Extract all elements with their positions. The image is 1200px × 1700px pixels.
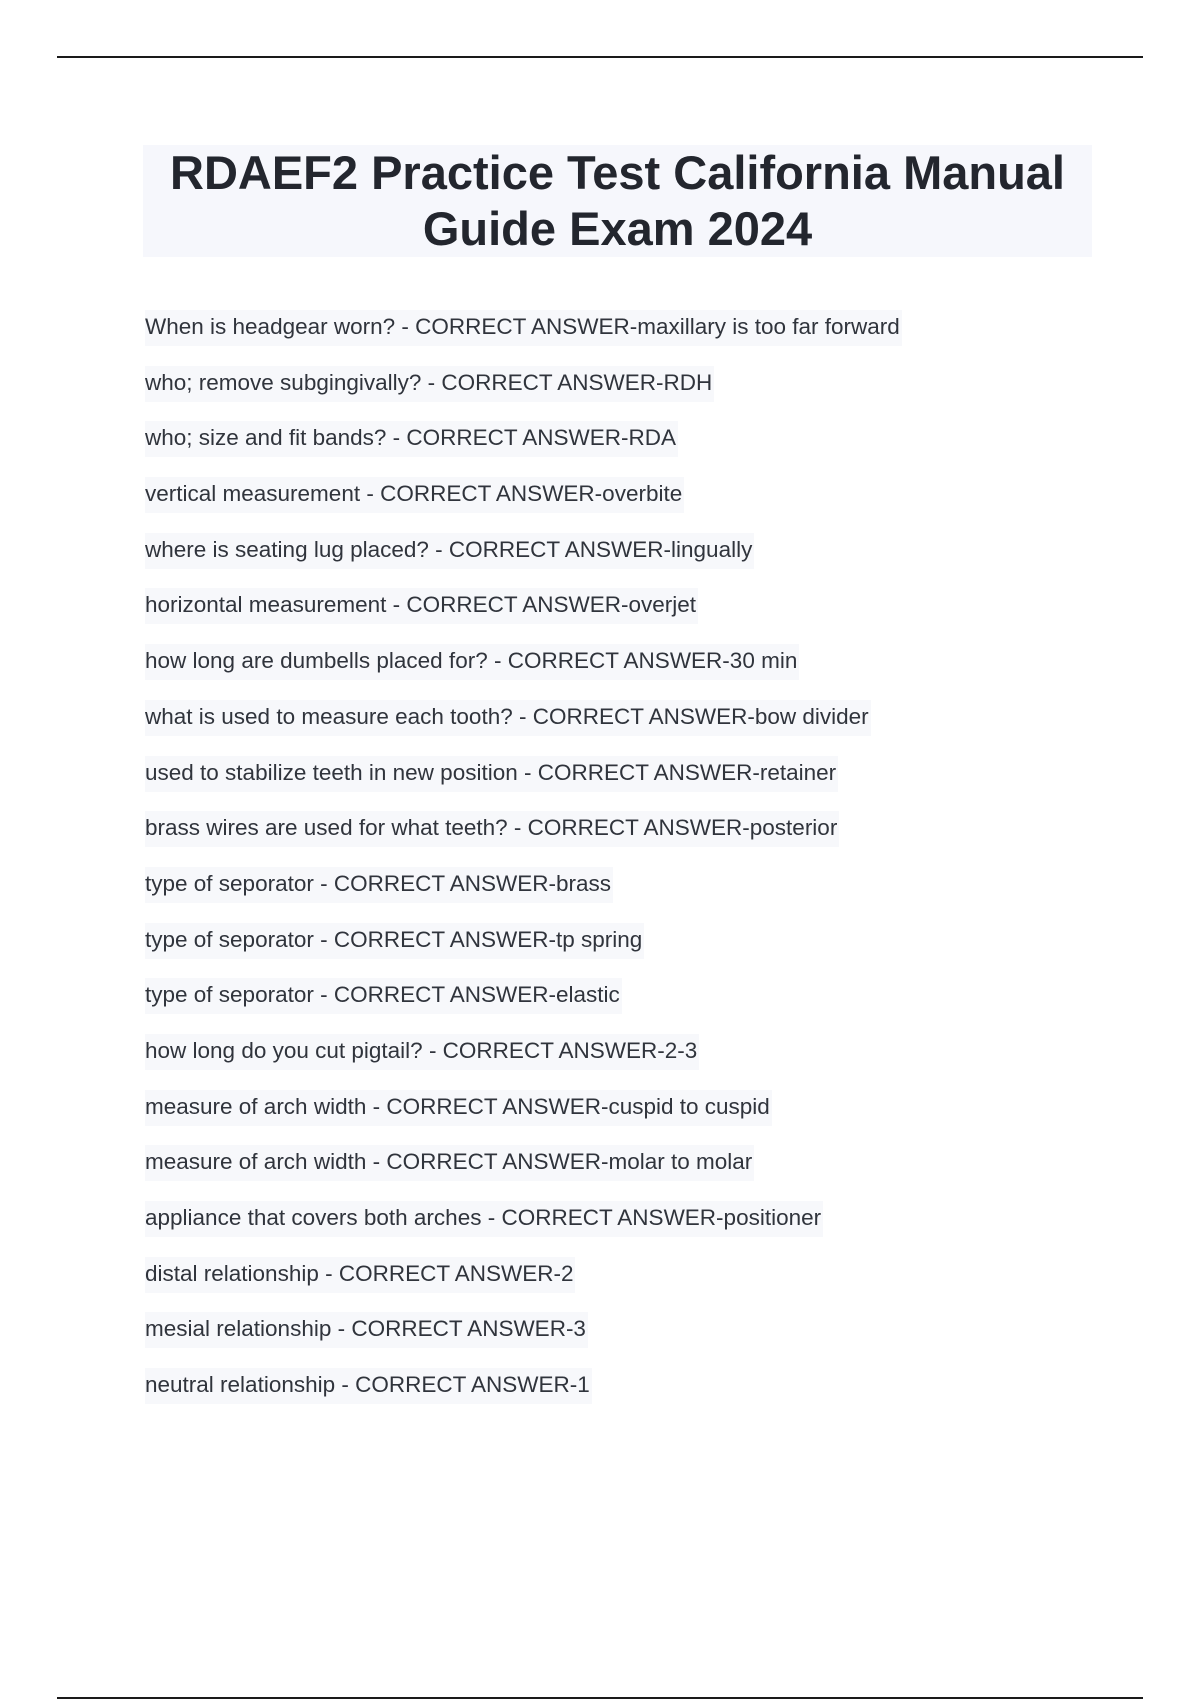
qa-text: where is seating lug placed? - CORRECT ANSWER-lingually	[145, 533, 754, 569]
list-item	[145, 477, 1105, 533]
qa-text: mesial relationship - CORRECT ANSWER-3	[145, 1312, 588, 1348]
qa-text: what is used to measure each tooth? - CORRECT ANSWER-bow divider	[145, 700, 871, 736]
list-item	[145, 1090, 1105, 1146]
qa-text: how long do you cut pigtail? - CORRECT ANSWER-2-3	[145, 1034, 699, 1070]
qa-text: who; size and fit bands? - CORRECT ANSWER-RDA	[145, 421, 678, 457]
bottom-rule	[57, 1697, 1143, 1699]
list-item	[145, 421, 1105, 477]
qa-text: type of seporator - CORRECT ANSWER-elastic	[145, 978, 622, 1014]
list-item	[145, 1257, 1105, 1313]
list-item	[145, 1201, 1105, 1257]
qa-text: neutral relationship - CORRECT ANSWER-1	[145, 1368, 592, 1404]
qa-text: brass wires are used for what teeth? - CORRECT ANSWER-posterior	[145, 811, 839, 847]
list-item	[145, 1312, 1105, 1368]
qa-text: appliance that covers both arches - CORRECT ANSWER-positioner	[145, 1201, 823, 1237]
list-item	[145, 588, 1105, 644]
list-item	[145, 867, 1105, 923]
qa-text: distal relationship - CORRECT ANSWER-2	[145, 1257, 575, 1293]
qa-text: how long are dumbells placed for? - CORRECT ANSWER-30 min	[145, 644, 799, 680]
list-item	[145, 700, 1105, 756]
list-item	[145, 1034, 1105, 1090]
qa-text: measure of arch width - CORRECT ANSWER-cuspid to cuspid	[145, 1090, 772, 1126]
list-item	[145, 1145, 1105, 1201]
list-item	[145, 533, 1105, 589]
list-item	[145, 366, 1105, 422]
list-item	[145, 1368, 1105, 1424]
qa-text: who; remove subgingivally? - CORRECT ANSWER-RDH	[145, 366, 714, 402]
list-item	[145, 923, 1105, 979]
list-item	[145, 978, 1105, 1034]
list-item	[145, 644, 1105, 700]
top-rule	[57, 56, 1143, 58]
title-banner	[143, 145, 1092, 257]
list-item	[145, 756, 1105, 812]
qa-text: type of seporator - CORRECT ANSWER-brass	[145, 867, 613, 903]
qa-list	[145, 310, 1105, 1424]
list-item	[145, 811, 1105, 867]
qa-text: horizontal measurement - CORRECT ANSWER-overjet	[145, 588, 698, 624]
qa-text: measure of arch width - CORRECT ANSWER-molar to molar	[145, 1145, 754, 1181]
qa-text: vertical measurement - CORRECT ANSWER-overbite	[145, 477, 684, 513]
qa-text: used to stabilize teeth in new position - CORRECT ANSWER-retainer	[145, 756, 838, 792]
qa-text: When is headgear worn? - CORRECT ANSWER-maxillary is too far forward	[145, 310, 902, 346]
list-item	[145, 310, 1105, 366]
qa-text: type of seporator - CORRECT ANSWER-tp spring	[145, 923, 644, 959]
document-title: RDAEF2 Practice Test California Manual Guide Exam 2024	[170, 146, 1065, 255]
